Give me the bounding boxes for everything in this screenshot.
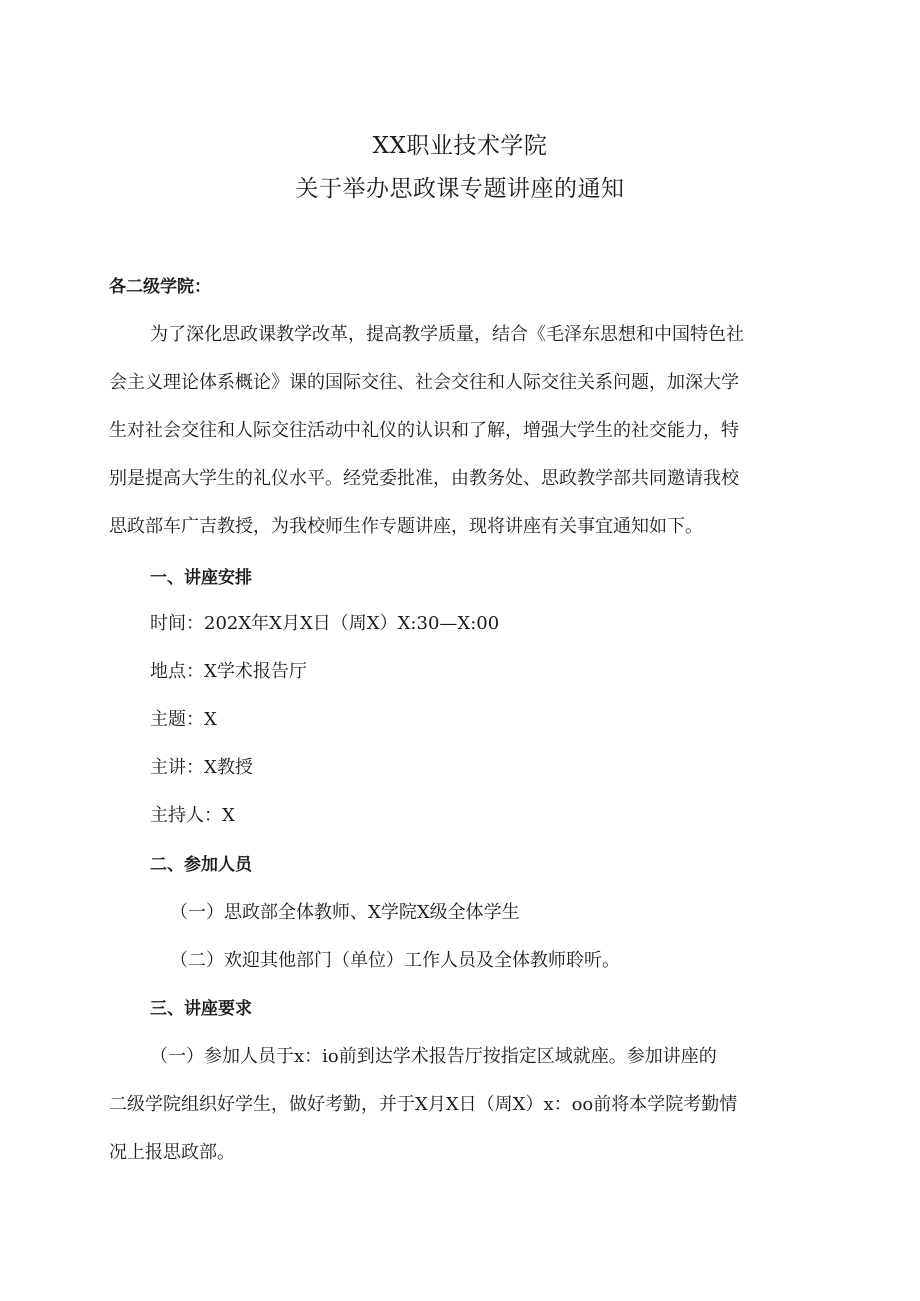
requirement-line-1: （一）参加人员于x：io前到达学术报告厅按指定区域就座。参加讲座的 xyxy=(150,1046,717,1067)
section3-heading: 三、讲座要求 xyxy=(150,999,252,1019)
requirement-line-3: 况上报思政部。 xyxy=(109,1142,235,1163)
lecture-time: 时间：202X年X月X日（周X）X:30—X:00 xyxy=(150,613,500,634)
document-title-line2: 关于举办思政课专题讲座的通知 xyxy=(295,176,625,202)
document-title-line1: XX职业技术学院 xyxy=(372,133,548,159)
participants-item-1: （一）思政部全体教师、X学院X级全体学生 xyxy=(170,902,520,923)
requirement-line-2: 二级学院组织好学生，做好考勤，并于X月X日（周X）x：oo前将本学院考勤情 xyxy=(109,1094,738,1115)
lecture-speaker: 主讲：X教授 xyxy=(150,757,253,778)
salutation: 各二级学院： xyxy=(109,277,211,297)
intro-line-1: 为了深化思政课教学改革，提高教学质量，结合《毛泽东思想和中国特色社 xyxy=(150,324,744,345)
lecture-topic: 主题：X xyxy=(150,709,217,730)
intro-line-3: 生对社会交往和人际交往活动中礼仪的认识和了解，增强大学生的社交能力，特 xyxy=(109,420,739,441)
intro-line-2: 会主义理论体系概论》课的国际交往、社会交往和人际交往关系问题，加深大学 xyxy=(109,372,739,393)
participants-item-2: （二）欢迎其他部门（单位）工作人员及全体教师聆听。 xyxy=(170,950,620,971)
intro-line-5: 思政部车广吉教授，为我校师生作专题讲座，现将讲座有关事宜通知如下。 xyxy=(109,516,703,537)
section2-heading: 二、参加人员 xyxy=(150,855,252,875)
section1-heading: 一、讲座安排 xyxy=(150,568,252,588)
intro-line-4: 别是提高大学生的礼仪水平。经党委批准，由教务处、思政教学部共同邀请我校 xyxy=(109,468,739,489)
lecture-place: 地点：X学术报告厅 xyxy=(150,661,307,682)
lecture-host: 主持人：X xyxy=(150,805,235,826)
